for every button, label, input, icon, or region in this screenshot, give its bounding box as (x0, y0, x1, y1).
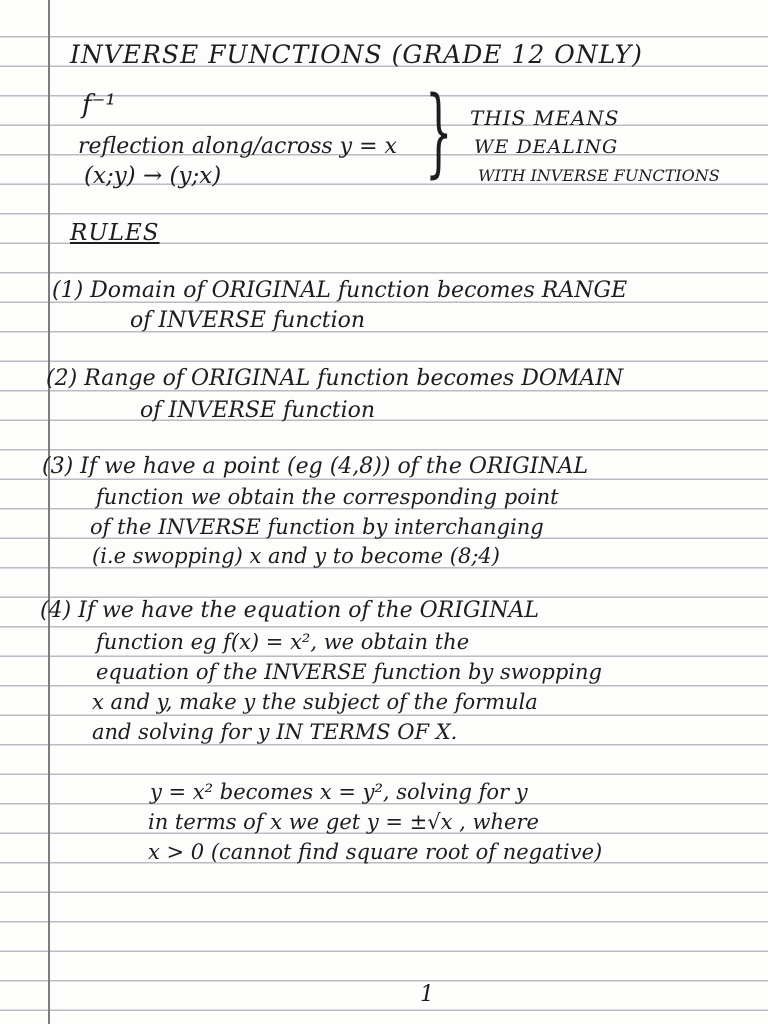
rule-1-line-1: (1) Domain of ORIGINAL function becomes RANGE (52, 278, 628, 303)
page-title: INVERSE FUNCTIONS (GRADE 12 ONLY) (70, 40, 643, 69)
rule-4-line-4: x and y, make y the subject of the formula (92, 690, 538, 714)
means-line-1: THIS MEANS (470, 106, 620, 130)
rule-3-line-2: function we obtain the corresponding point (96, 485, 559, 509)
rule-1-line-2: of INVERSE function (130, 308, 366, 333)
example-line-1: y = x² becomes x = y², solving for y (150, 780, 528, 804)
page-number: 1 (420, 982, 434, 1007)
rule-4-line-2: function eg f(x) = x², we obtain the (96, 630, 470, 654)
margin-line (48, 0, 50, 1024)
reflection-note: reflection along/across y = x (78, 134, 397, 159)
means-line-2: WE DEALING (474, 136, 619, 158)
example-line-3: x > 0 (cannot find square root of negative) (148, 840, 603, 864)
rule-4-line-1: (4) If we have the equation of the ORIGINAL (40, 598, 539, 623)
inverse-notation: f⁻¹ (82, 90, 116, 120)
mapping-note: (x;y) → (y;x) (84, 163, 222, 189)
rule-4-line-3: equation of the INVERSE function by swopping (96, 660, 602, 684)
rule-3-line-3: of the INVERSE function by interchanging (90, 515, 544, 539)
curly-brace-icon: } (425, 76, 453, 188)
rule-3-line-4: (i.e swopping) x and y to become (8;4) (92, 544, 500, 568)
example-line-2: in terms of x we get y = ±√x , where (148, 810, 539, 834)
rule-4-line-5: and solving for y IN TERMS OF X. (92, 720, 458, 744)
rule-2-line-2: of INVERSE function (140, 398, 376, 423)
rule-3-line-1: (3) If we have a point (eg (4,8)) of the ORIGINAL (42, 454, 589, 479)
means-line-3: WITH INVERSE FUNCTIONS (478, 166, 720, 185)
rule-2-line-1: (2) Range of ORIGINAL function becomes DOMAIN (46, 366, 624, 391)
rules-heading: RULES (70, 220, 160, 246)
